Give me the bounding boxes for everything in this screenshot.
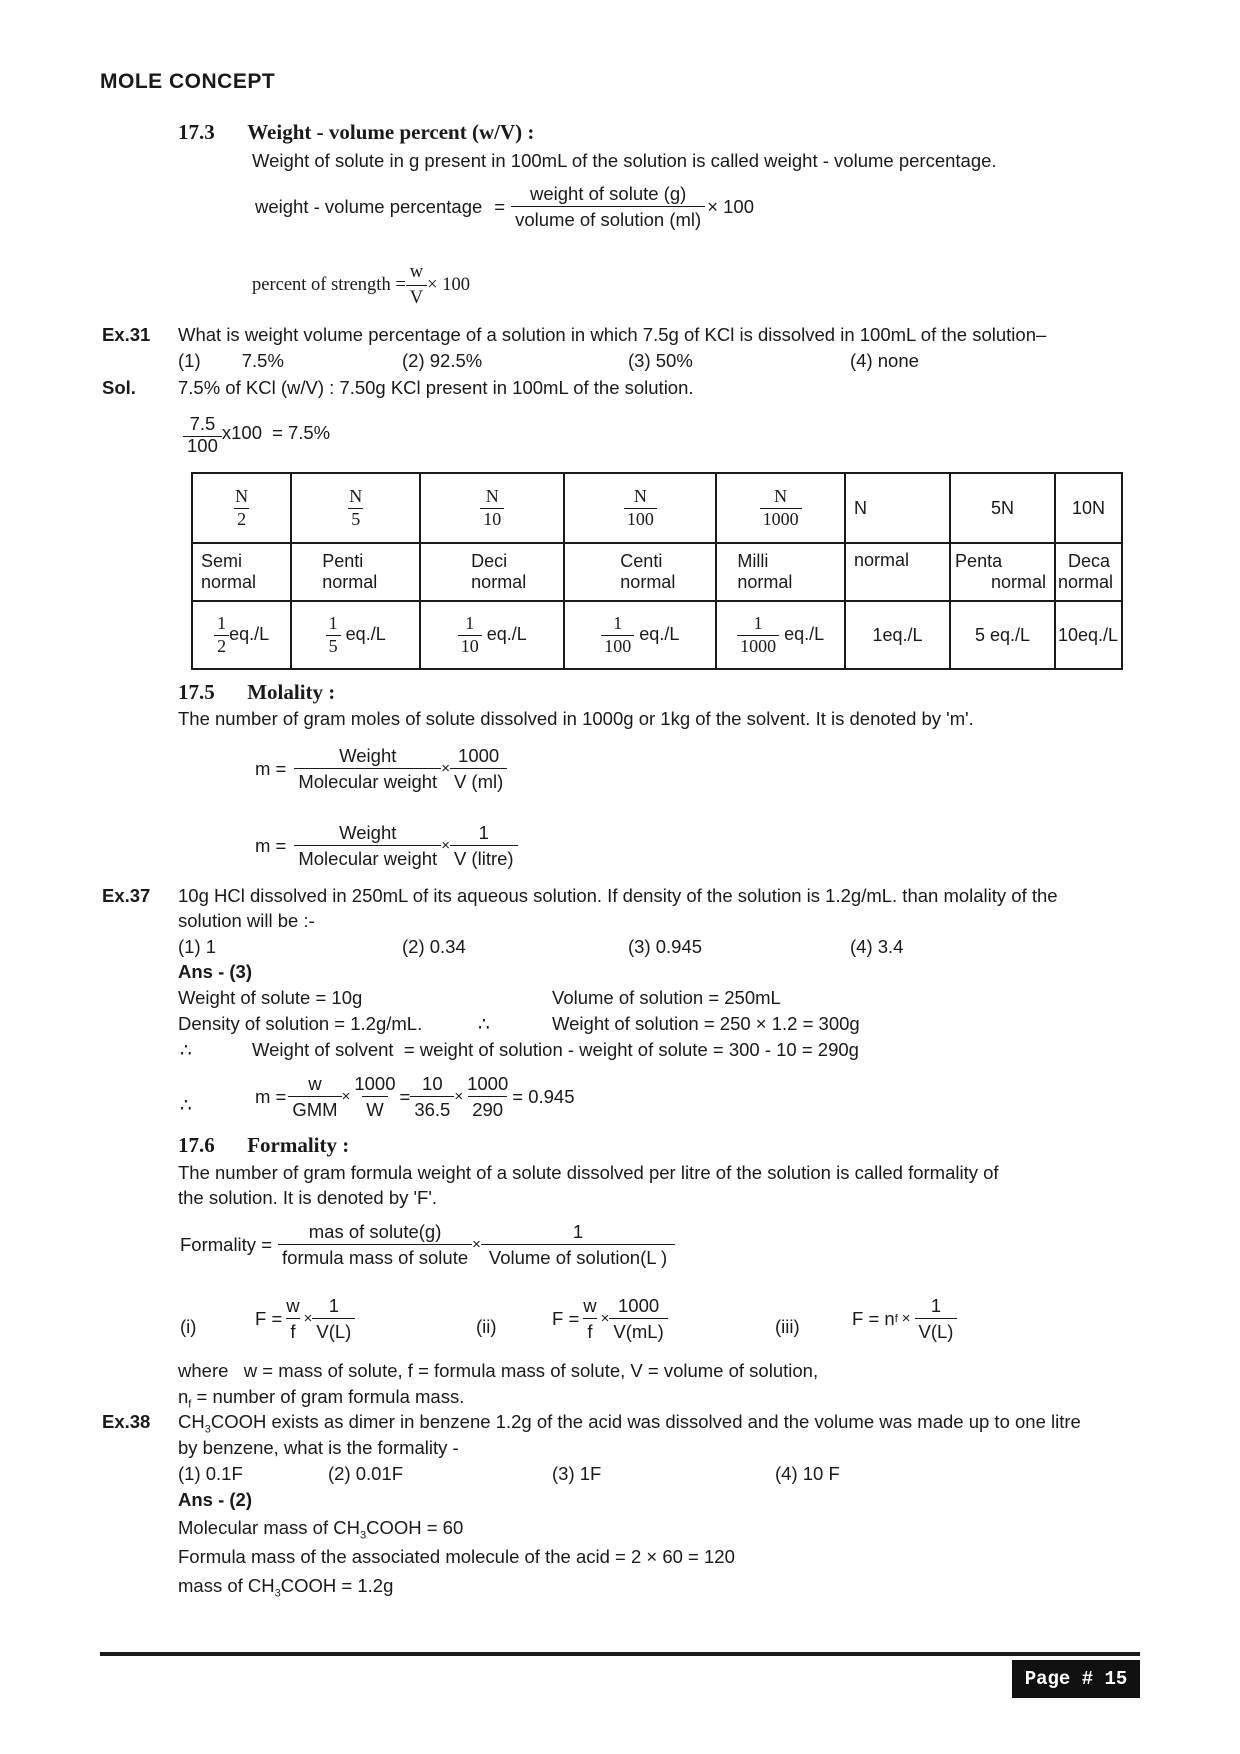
example-label: Ex.31 (102, 324, 151, 345)
variant-label-i: (i) (180, 1316, 197, 1337)
weight-of-solution: Weight of solution = 250 × 1.2 = 300g (552, 1013, 860, 1034)
formula-mass-line: Formula mass of the associated molecule of the acid = 2 × 60 = 120 (178, 1546, 735, 1567)
variant-label-ii: (ii) (476, 1316, 497, 1337)
formula-variant-iii: F = n f × $\frac{1}{V(L)}$ (852, 1295, 957, 1343)
option-2: (2) 92.5% (402, 350, 483, 371)
table-cell: $\frac{1}{1000}$ eq./L (716, 601, 845, 669)
table-cell: $\frac{1}{5}$ eq./L (291, 601, 420, 669)
example-label: Ex.37 (102, 885, 151, 906)
option-1: (1) 1 (178, 936, 217, 957)
fraction: $\frac{w}{V}$ (406, 262, 427, 310)
solution-label: Sol. (102, 377, 136, 398)
multiplier: × 100 (707, 195, 754, 217)
option-1: (1) 7.5% (178, 350, 284, 371)
option-3: (3) 1F (552, 1463, 602, 1484)
example-question-line-2: by benzene, what is the formality - (178, 1437, 459, 1458)
mass-line: mass of $CH_3COOH = 1.2g$ (178, 1575, 394, 1600)
table-cell: 1eq./L (845, 601, 950, 669)
answer-label: Ans - (3) (178, 961, 252, 982)
fraction: $\frac{\text{Weight}}{\text{Molecular weight}}$ (294, 745, 441, 793)
answer-label: Ans - (2) (178, 1489, 252, 1510)
footer-divider (100, 1652, 1140, 1656)
section-17-3-definition: Weight of solute in g present in 100mL of the solution is called weight - volume percentage. (252, 150, 997, 171)
option-4: (4) 3.4 (850, 936, 904, 957)
table-cell: $\frac{N}{1000}$ (716, 473, 845, 543)
formula-lhs: weight - volume percentage (255, 195, 483, 217)
formula-percent-strength (252, 262, 470, 310)
section-17-5-heading: 17.5 Molality : (178, 680, 336, 704)
table-cell: 10eq./L (1055, 601, 1122, 669)
where-line-1: where w = mass of solute, f = formula mass of solute, V = volume of solution, (178, 1360, 819, 1381)
table-row (192, 473, 1122, 543)
molecular-mass-line: Molecular mass of $CH_3COOH = 60$ (178, 1517, 464, 1542)
variant-label-iii: (iii) (775, 1316, 800, 1337)
weight-of-solvent: Weight of solvent = weight of solution - weight of solute = 300 - 10 = 290g (252, 1039, 859, 1060)
page-number-badge: Page # 15 (1012, 1660, 1140, 1698)
section-title: Weight - volume percent (w/V) : (247, 120, 535, 144)
given-weight-of-solute: Weight of solute = 10g (178, 987, 363, 1008)
section-17-5-definition: The number of gram moles of solute dissolved in 1000g or 1kg of the solvent. It is denoted by 'm'. (178, 708, 974, 729)
option-2: (2) 0.01F (328, 1463, 404, 1484)
option-3: (3) 50% (628, 350, 693, 371)
formula-molality-ml: m = $\frac{\text{Weight}}{\text{Molecular weight}}$ × $\frac{1000}{V (ml)}$ (255, 745, 507, 793)
example-label: Ex.38 (102, 1411, 151, 1432)
example-question-line-1: 10g HCl dissolved in 250mL of its aqueous solution. If density of the solution is 1.2g/mL. than molality of the (178, 885, 1058, 906)
table-cell: Semi normal (192, 543, 291, 601)
table-cell: $\frac{N}{10}$ (420, 473, 564, 543)
section-17-6-definition-line-1: The number of gram formula weight of a solute dissolved per litre of the solution is called formality of (178, 1162, 999, 1183)
formula-variant-ii: F = $\frac{w}{f}$ × $\frac{1000}{V(mL)}$ (552, 1295, 668, 1343)
formula-weight-volume-percentage (255, 183, 754, 231)
fraction: $\frac{\text{Weight}}{\text{Molecular weight}}$ (294, 822, 441, 870)
molality-calculation: m = $\frac{w}{\text{GMM}}$ × $\frac{1000}{W}$ = $\frac{10}{36.5}$ × $\frac{1000}{290}$ = 0.945 (255, 1073, 575, 1121)
formula-molality-litre: m = $\frac{\text{Weight}}{\text{Molecular weight}}$ × $\frac{1}{\text{V (litre)}}$ (255, 822, 518, 870)
where-line-2: $n_f$ = number of gram formula mass. (178, 1386, 465, 1411)
table-cell: $\frac{N}{5}$ (291, 473, 420, 543)
table-cell: $\frac{N}{100}$ (564, 473, 716, 543)
therefore-symbol: ∴ (180, 1094, 192, 1115)
solution-calc: $\frac{7.5}{100}$ x100 = 7.5% (183, 413, 330, 453)
fraction: $\frac{\text{weight of solute (g)}}{\text{volume of solution (ml)}}$ (511, 183, 705, 231)
option-1: (1) 0.1F (178, 1463, 243, 1484)
fraction: $\frac{7.5}{100}$ (183, 413, 222, 453)
table-cell: 5N (950, 473, 1055, 543)
formula-lhs: percent of strength = (252, 275, 406, 296)
table-cell: Deca normal (1055, 543, 1122, 601)
section-17-6-definition-line-2: the solution. It is denoted by 'F'. (178, 1187, 438, 1208)
table-cell: Penti normal (291, 543, 420, 601)
table-cell: $\frac{1}{10}$ eq./L (420, 601, 564, 669)
fraction: $\frac{1000}{V (ml)}$ (450, 745, 507, 793)
table-cell: N (845, 473, 950, 543)
formula-formality: Formality = $\frac{\text{mas of solute(g)}}{\text{formula mass of solute}}$ × $\frac{1}{\text{Volume of solution(L )}}$ (180, 1221, 675, 1269)
given-density: Density of solution = 1.2g/mL. (178, 1013, 423, 1034)
formula-variant-i: F = $\frac{w}{f}$ × $\frac{1}{V(L)}$ (255, 1295, 355, 1343)
therefore-symbol: ∴ (478, 1013, 490, 1034)
multiplier: × 100 (427, 275, 470, 296)
option-2: (2) 0.34 (402, 936, 466, 957)
table-row (192, 543, 1122, 601)
given-volume-of-solution: Volume of solution = 250mL (552, 987, 781, 1008)
example-question-line-2: solution will be :- (178, 910, 315, 931)
fraction: $\frac{1}{\text{V (litre)}}$ (450, 822, 518, 870)
solution-text: 7.5% of KCl (w/V) : 7.50g KCl present in 100mL of the solution. (178, 377, 694, 398)
example-question-line-1: $CH_3COOH$ exists as dimer in benzene 1.2g of the acid was dissolved and the volume was made up to one litre (178, 1411, 1081, 1436)
table-cell: Centi normal (564, 543, 716, 601)
table-cell: $\frac{1}{100}$ eq./L (564, 601, 716, 669)
table-cell: $\frac{1}{2}$ eq./L (192, 601, 291, 669)
table-cell: Deci normal (420, 543, 564, 601)
section-number: 17.3 (178, 120, 215, 144)
option-4: (4) 10 F (775, 1463, 840, 1484)
table-cell: $\frac{N}{2}$ (192, 473, 291, 543)
table-row (192, 601, 1122, 669)
table-cell: 10N (1055, 473, 1122, 543)
example-question: What is weight volume percentage of a solution in which 7.5g of KCl is dissolved in 100mL of the solution– (178, 324, 1047, 345)
table-cell: Milli normal (716, 543, 845, 601)
equals-sign: = (494, 195, 506, 217)
option-4: (4) none (850, 350, 919, 371)
option-3: (3) 0.945 (628, 936, 703, 957)
normality-table (191, 472, 1123, 670)
therefore-symbol: ∴ (180, 1039, 192, 1060)
table-cell: Penta normal (950, 543, 1055, 601)
page-header-title: MOLE CONCEPT (100, 70, 276, 93)
table-cell: 5 eq./L (950, 601, 1055, 669)
table-cell: normal (845, 543, 950, 601)
section-17-6-heading: 17.6 Formality : (178, 1133, 350, 1157)
section-17-3-heading (178, 120, 534, 145)
